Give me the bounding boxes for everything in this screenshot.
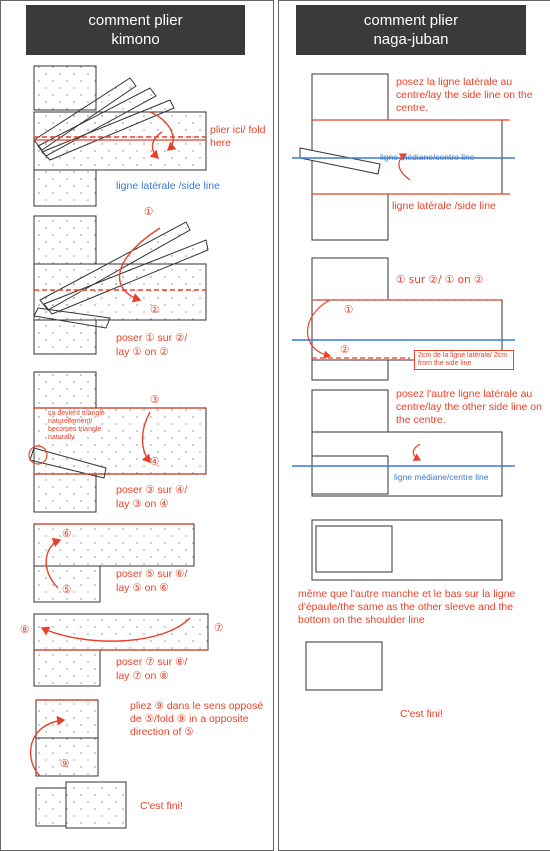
kimono-finish: C'est fini! bbox=[140, 800, 183, 812]
r4-label: même que l'autre manche et le bas sur la ligne d'épaule/the same as the other sleeve and the bottom on the shoulder line bbox=[298, 588, 516, 626]
kimono-title-line1: comment plier bbox=[88, 12, 183, 29]
r1-center-line-label: ligne médiane/centre line bbox=[380, 152, 475, 162]
step2-label-line1: poser ① sur ②/ bbox=[116, 332, 188, 344]
kimono-final-drawing bbox=[36, 782, 126, 828]
marker-6: ⑥ bbox=[62, 528, 72, 540]
fold-here-label: plier ici/ fold here bbox=[210, 124, 266, 149]
kimono-step4-drawing bbox=[34, 524, 194, 602]
marker-5: ⑤ bbox=[62, 584, 72, 596]
naga-juban-title-line2: naga-juban bbox=[373, 31, 449, 48]
naga-juban-title-line1: comment plier bbox=[363, 12, 459, 29]
side-line-label: ligne latérale /side line bbox=[116, 180, 220, 192]
r3-center-line-label: ligne médiane/centre line bbox=[394, 472, 489, 482]
step5-label-line1: poser ⑦ sur ⑧/ bbox=[116, 656, 188, 668]
r2-label: ① sur ②/ ① on ② bbox=[396, 274, 484, 286]
r2-distance-note: 2cm de la ligne latérale/ 2cm from the side line bbox=[414, 350, 514, 370]
r3-label: posez l'autre ligne latérale au centre/lay the other side line on the centre. bbox=[396, 388, 542, 426]
naga-juban-finish: C'est fini! bbox=[400, 708, 443, 720]
marker-8: ⑧ bbox=[20, 624, 30, 636]
marker-3: ③ bbox=[150, 394, 160, 406]
r1-side-line-label: ligne latérale /side line bbox=[392, 200, 496, 212]
step5-label-line2: lay ⑦ on ⑧ bbox=[116, 670, 169, 682]
marker-1: ① bbox=[144, 206, 154, 218]
step3-label-line1: poser ③ sur ④/ bbox=[116, 484, 188, 496]
marker-2: ② bbox=[150, 304, 160, 316]
r2-marker-1: ① bbox=[344, 304, 354, 316]
step6-label: pliez ⑨ dans le sens opposé de ⑤/fold ⑨ in a opposite direction of ⑤ bbox=[130, 700, 264, 738]
r1-label: posez la ligne latérale au centre/lay the side line on the centre. bbox=[396, 76, 533, 114]
marker-7: ⑦ bbox=[214, 622, 224, 634]
marker-9: ⑨ bbox=[60, 758, 70, 770]
step3-label-line2: lay ③ on ④ bbox=[116, 498, 169, 510]
triangle-note: ça devient triangle naturellement/ becomes triangle naturally bbox=[48, 410, 105, 441]
step2-label-line2: lay ① on ② bbox=[116, 346, 169, 358]
marker-4: ④ bbox=[150, 456, 160, 468]
kimono-title-line2: kimono bbox=[111, 31, 160, 48]
step4-label-line1: poser ⑤ sur ⑥/ bbox=[116, 568, 188, 580]
step4-label-line2: lay ⑤ on ⑥ bbox=[116, 582, 169, 594]
r2-marker-2: ② bbox=[340, 344, 350, 356]
